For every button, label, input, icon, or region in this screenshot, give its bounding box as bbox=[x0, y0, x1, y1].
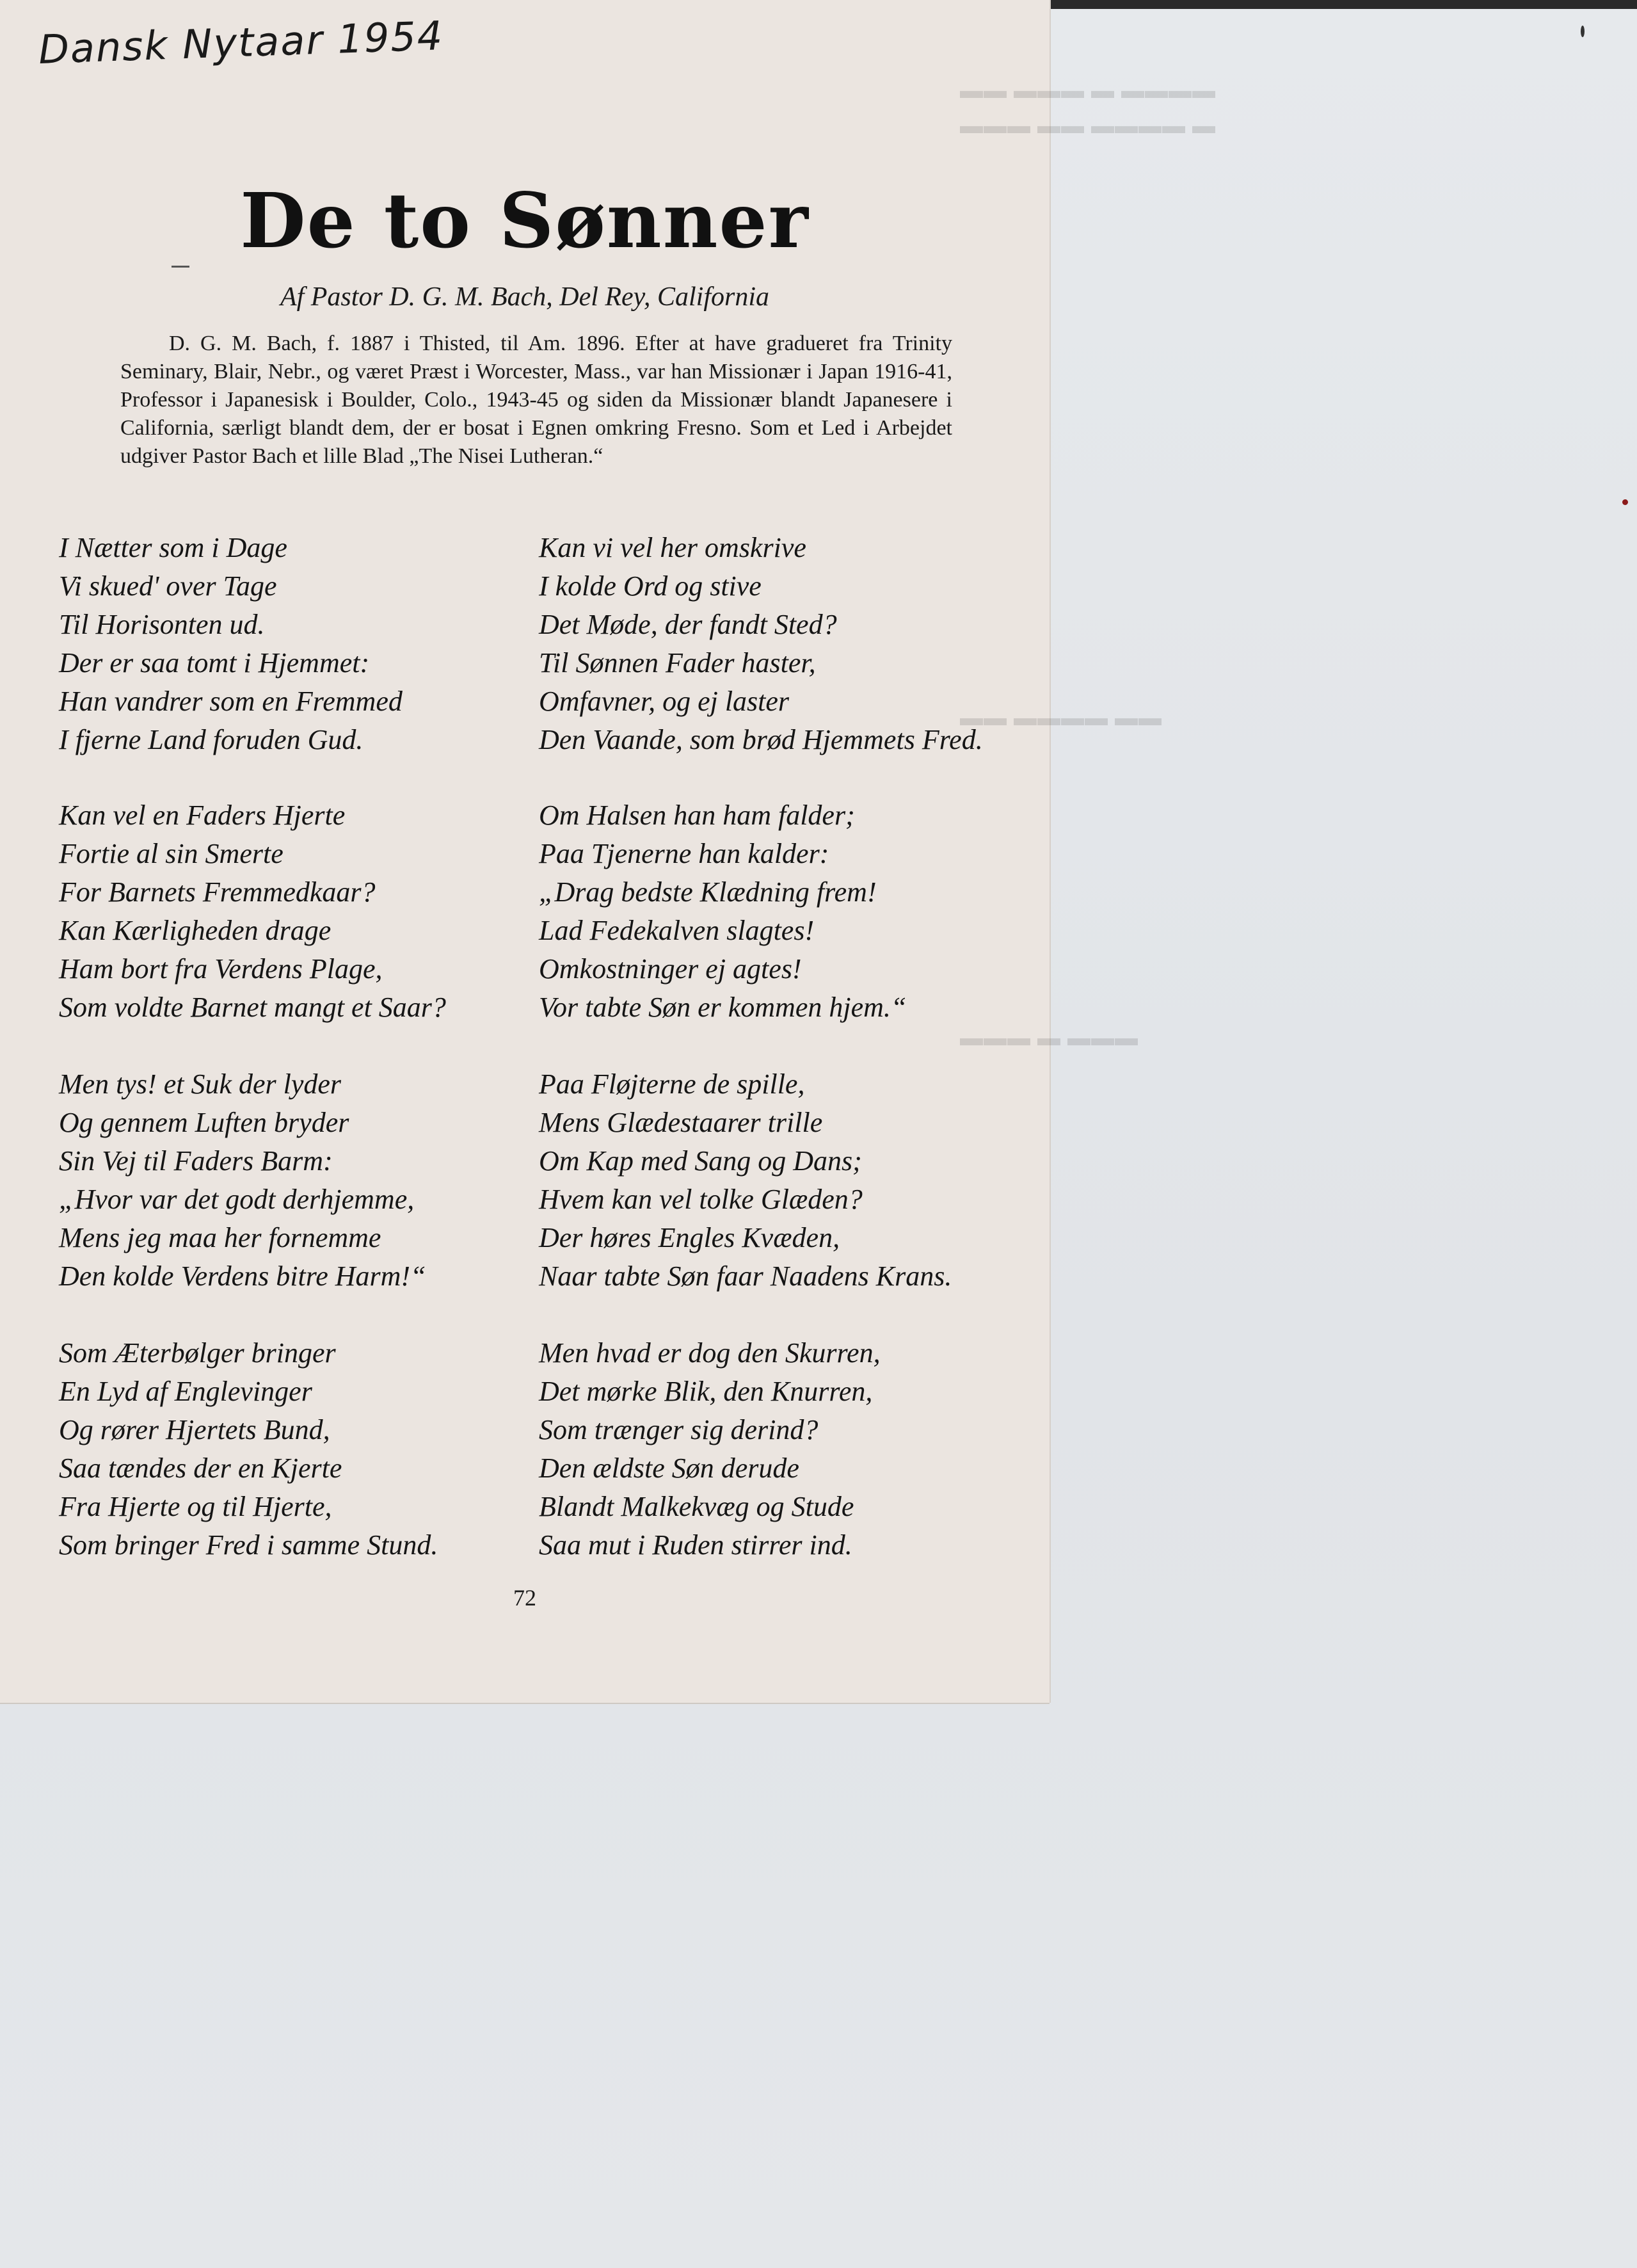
poem-line: Men tys! et Suk der lyder bbox=[59, 1068, 342, 1100]
poem-line: Det Møde, der fandt Sted? bbox=[539, 609, 837, 640]
poem-line: Den ældste Søn derude bbox=[539, 1452, 799, 1484]
poem-line: Som Æterbølger bringer bbox=[59, 1337, 336, 1369]
show-through-texture: ▬▬ ▬▬▬ ▬ ▬▬▬▬ bbox=[960, 77, 1216, 103]
poem-line: Omkostninger ej agtes! bbox=[539, 953, 802, 985]
poem-line: Der høres Engles Kvæden, bbox=[539, 1222, 840, 1253]
poem-line: I Nætter som i Dage bbox=[59, 532, 287, 563]
poem-line: Paa Fløjterne de spille, bbox=[539, 1068, 805, 1100]
poem-line: Om Kap med Sang og Dans; bbox=[539, 1145, 862, 1177]
stanza-left-4 bbox=[59, 1334, 438, 1564]
stanza-left-1 bbox=[59, 529, 403, 759]
poem-line: For Barnets Fremmedkaar? bbox=[59, 876, 376, 908]
poem-line: Den kolde Verdens bitre Harm!“ bbox=[59, 1260, 426, 1292]
poem-line: Mens jeg maa her fornemme bbox=[59, 1222, 381, 1253]
poem-line: Kan Kærligheden drage bbox=[59, 915, 331, 946]
author-bio bbox=[120, 330, 952, 470]
poem-line: Kan vel en Faders Hjerte bbox=[59, 800, 346, 831]
poem-line: Omfavner, og ej laster bbox=[539, 686, 790, 717]
handwritten-note: Dansk Nytaar 1954 bbox=[37, 12, 445, 74]
poem-line: „Drag bedste Klædning frem! bbox=[539, 876, 877, 908]
poem-line: Vor tabte Søn er kommen hjem.“ bbox=[539, 992, 907, 1023]
scan-speck bbox=[1622, 499, 1628, 505]
author-bio-text: D. G. M. Bach, f. 1887 i Thisted, til Am. 1896. Efter at have graduеret fra Trinity Seminary, Blair, Nebr., og været Præst i Worcester, Mass., var han Missionær i Japan 1916-41, Professor i Japanesisk i Boulder, Colo., 1943-45 og siden da Missionær blandt Japanesere i California, særligt blandt dem, der er bosat i Egnen omkring Fresno. Som et Led i Arbejdet udgiver Pastor Bach et lille Blad „The Nisei Lutheran.“ bbox=[120, 332, 952, 468]
poem-line: Ham bort fra Verdens Plage, bbox=[59, 953, 383, 985]
stanza-right-3 bbox=[539, 1065, 952, 1296]
poem-line: Den Vaande, som brød Hjemmets Fred. bbox=[539, 724, 983, 755]
poem-line: Som bringer Fred i samme Stund. bbox=[59, 1529, 438, 1561]
poem-line: Han vandrer som en Fremmed bbox=[59, 686, 403, 717]
poem-line: Det mørke Blik, den Knurren, bbox=[539, 1376, 873, 1407]
poem-line: Blandt Malkekvæg og Stude bbox=[539, 1491, 854, 1522]
show-through-texture: ▬▬▬ ▬ ▬▬▬ bbox=[960, 1025, 1138, 1050]
poem-line: Men hvad er dog den Skurren, bbox=[539, 1337, 881, 1369]
poem-line: Lad Fedekalven slagtes! bbox=[539, 915, 815, 946]
poem-line: Naar tabte Søn faar Naadens Krans. bbox=[539, 1260, 952, 1292]
poem-line: Til Horisonten ud. bbox=[59, 609, 265, 640]
poem-line: „Hvor var det godt derhjemme, bbox=[59, 1184, 415, 1215]
poem-line: Og rører Hjertets Bund, bbox=[59, 1414, 330, 1445]
poem-line: Der er saa tomt i Hjemmet: bbox=[59, 647, 370, 679]
show-through-texture: ▬▬ ▬▬▬▬ ▬▬ bbox=[960, 705, 1162, 730]
poem-line: Og gennem Luften bryder bbox=[59, 1107, 349, 1138]
poem-line: Paa Tjenerne han kalder: bbox=[539, 838, 829, 869]
poem-line: Som voldte Barnet mangt et Saar? bbox=[59, 992, 446, 1023]
stanza-right-4 bbox=[539, 1334, 881, 1564]
poem-line: I fjerne Land foruden Gud. bbox=[59, 724, 363, 755]
stanza-left-3 bbox=[59, 1065, 426, 1296]
stanza-right-1 bbox=[539, 529, 983, 759]
poem-line: Kan vi vel her omskrive bbox=[539, 532, 806, 563]
poem-line: I kolde Ord og stive bbox=[539, 570, 762, 602]
poem-line: Sin Vej til Faders Barm: bbox=[59, 1145, 333, 1177]
show-through-texture: ▬▬▬ ▬▬ ▬▬▬▬ ▬ bbox=[960, 113, 1216, 138]
scan-speck bbox=[1581, 26, 1585, 37]
stanza-left-2 bbox=[59, 796, 446, 1027]
poem-line: Saa tændes der en Kjerte bbox=[59, 1452, 342, 1484]
poem-line: Fra Hjerte og til Hjerte, bbox=[59, 1491, 332, 1522]
poem-line: En Lyd af Englevinger bbox=[59, 1376, 312, 1407]
poem-title: De to Sønner bbox=[240, 176, 810, 265]
poem-line: Som trænger sig derind? bbox=[539, 1414, 818, 1445]
poem-line: Hvem kan vel tolke Glæden? bbox=[539, 1184, 863, 1215]
poem-line: Vi skued' over Tage bbox=[59, 570, 277, 602]
mark-dash bbox=[172, 266, 189, 268]
stanza-right-2 bbox=[539, 796, 906, 1027]
poem-line: Om Halsen han ham falder; bbox=[539, 800, 855, 831]
scanner-edge-strip bbox=[1050, 0, 1637, 9]
poem-line: Mens Glædestaarer trille bbox=[539, 1107, 823, 1138]
page-number: 72 bbox=[513, 1585, 536, 1611]
poem-line: Fortie al sin Smerte bbox=[59, 838, 283, 869]
poem-line: Saa mut i Ruden stirrer ind. bbox=[539, 1529, 852, 1561]
author-byline: Af Pastor D. G. M. Bach, Del Rey, California bbox=[280, 282, 770, 312]
poem-line: Til Sønnen Fader haster, bbox=[539, 647, 816, 679]
